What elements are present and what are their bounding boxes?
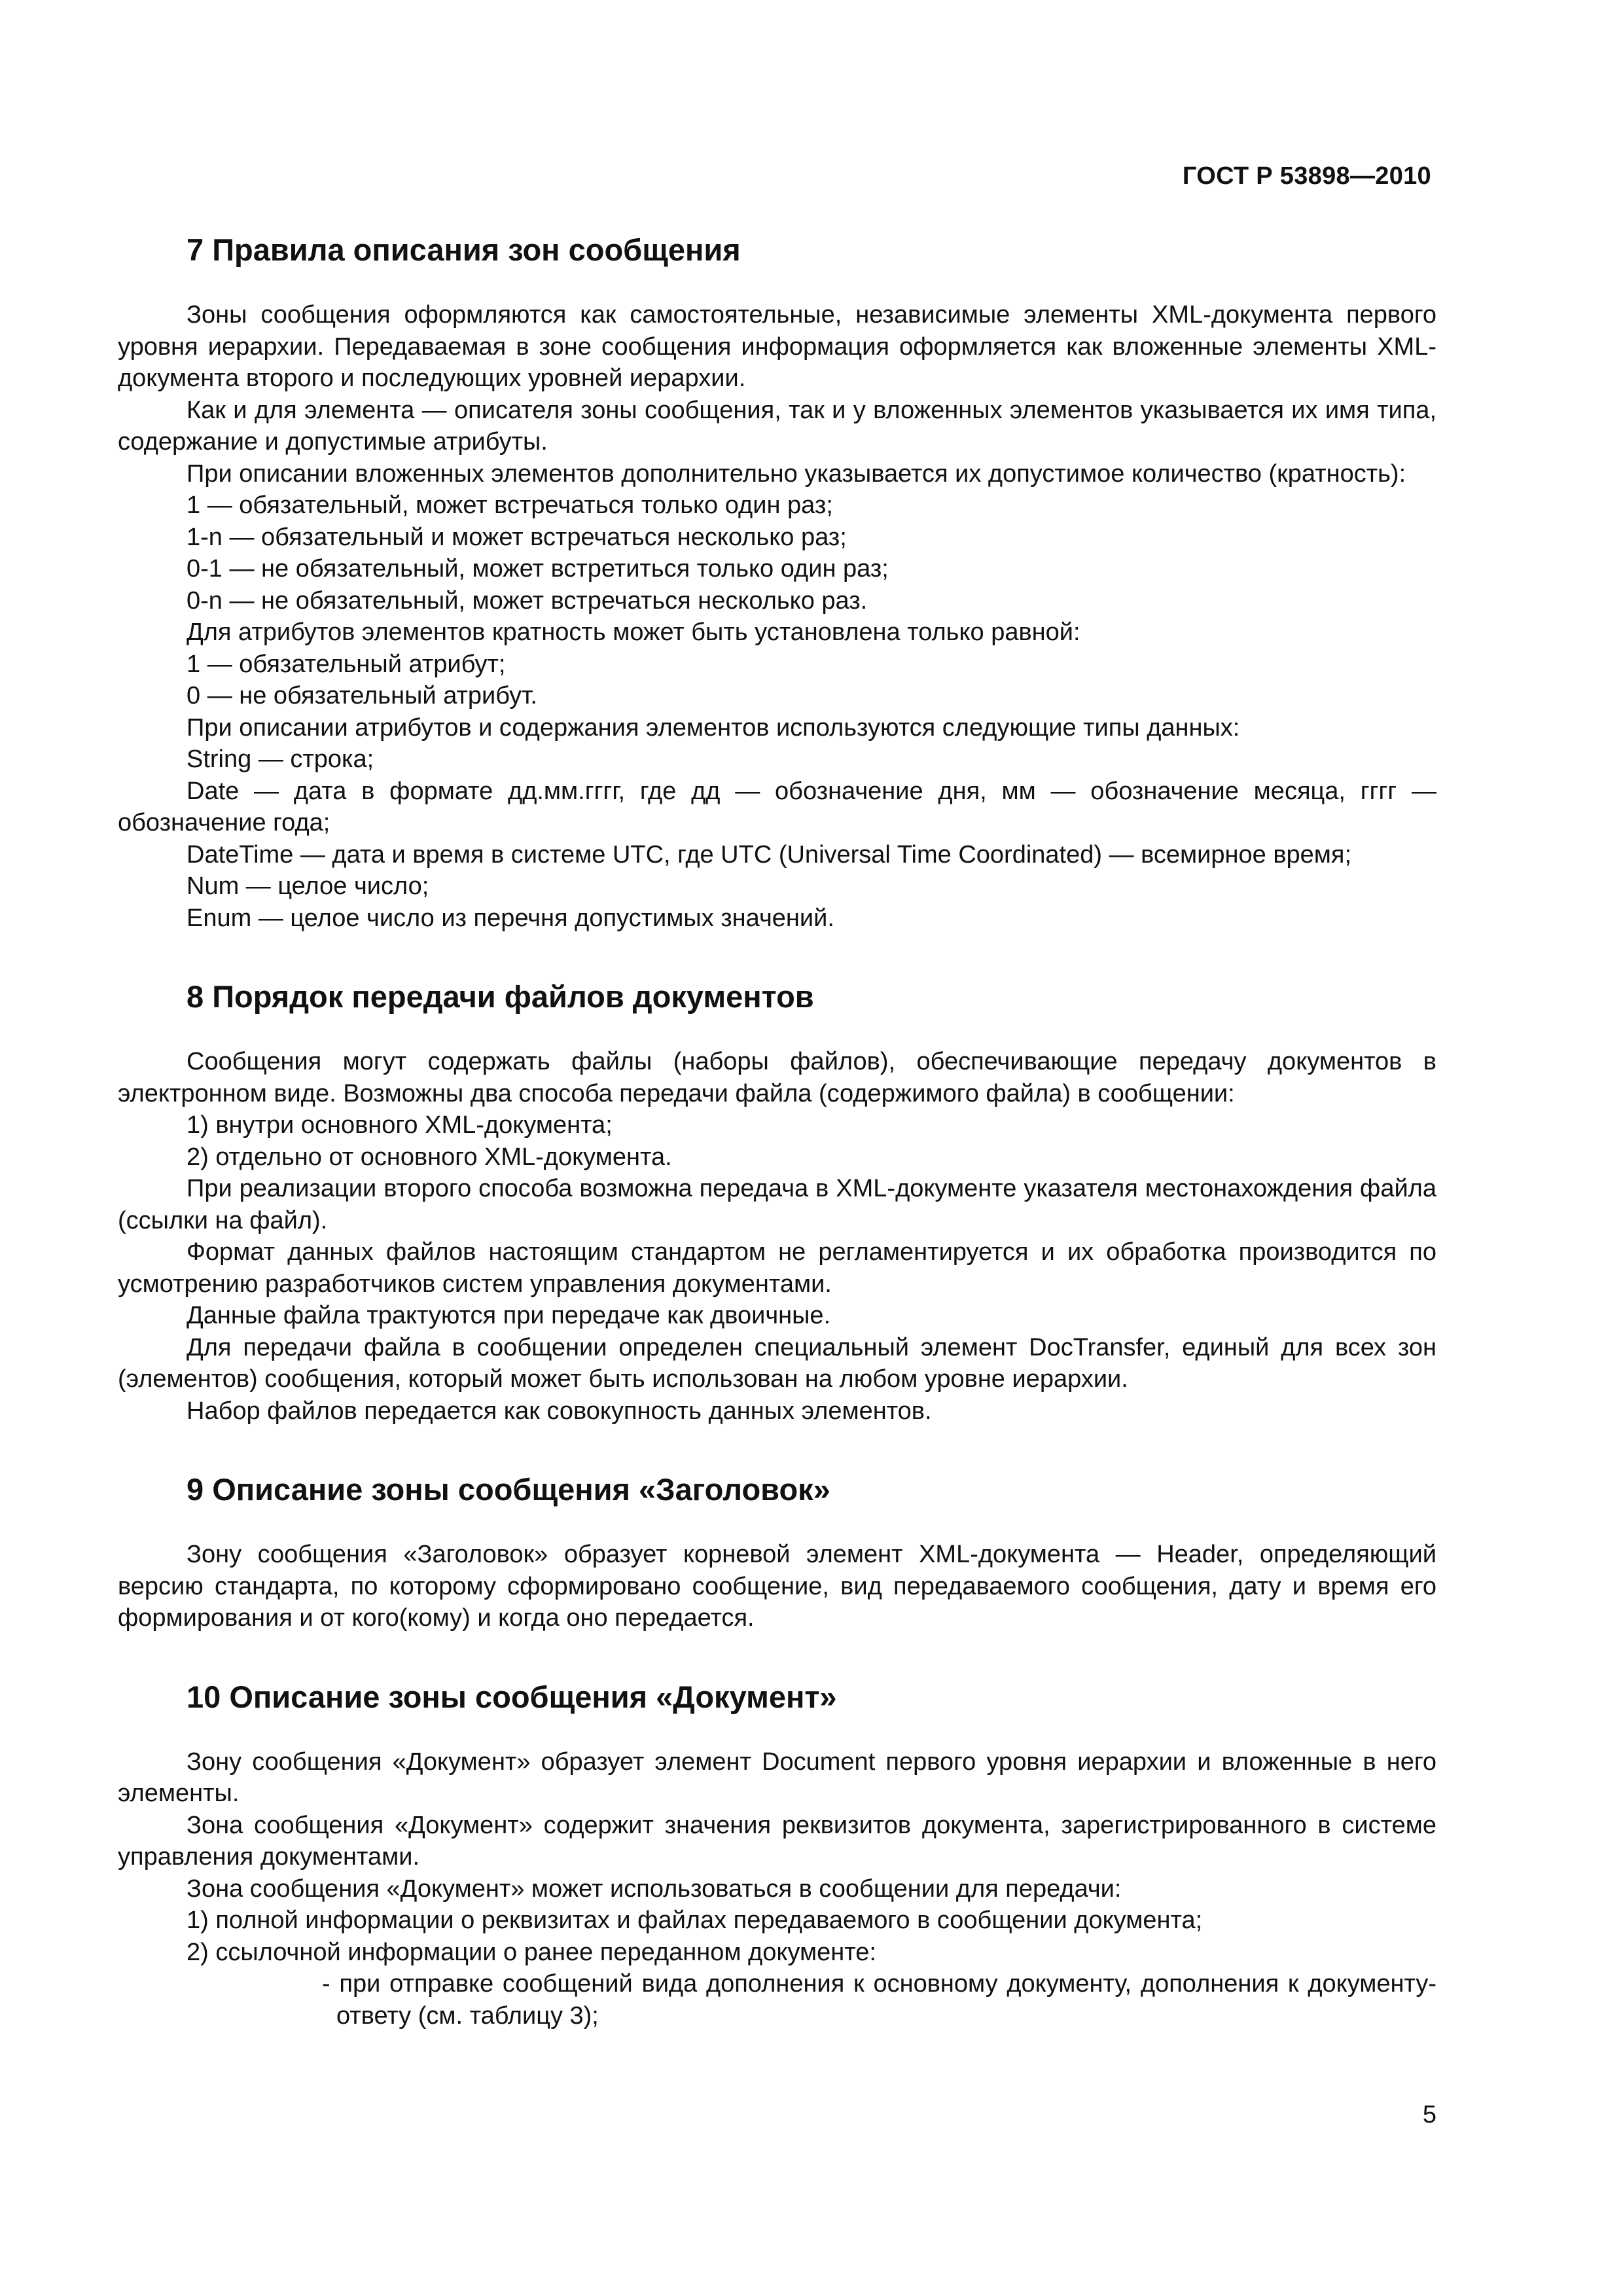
page-content (118, 230, 1436, 2032)
paragraph: Формат данных файлов настоящим стандартом не регламентируется и их обработка производится по усмотрению разработчиков систем управления документами. (118, 1238, 1436, 1298)
paragraph: При реализации второго способа возможна передача в XML-документе указателя местонахождения файла (ссылки на файл). (118, 1175, 1436, 1234)
list-item: - при отправке сообщений вида дополнения к основному документу, дополнения к документу-ответу (см. таблицу 3); (322, 1970, 1436, 2030)
list-item: Num — целое число; (187, 872, 429, 900)
list-item: 2) отдельно от основного XML-документа. (187, 1143, 672, 1171)
paragraph: При описании атрибутов и содержания элементов используются следующие типы данных: (187, 713, 1240, 742)
list-item: 0 — не обязательный атрибут. (187, 682, 537, 709)
document-id: ГОСТ Р 53898—2010 (1182, 162, 1431, 190)
list-item: 1) внутри основного XML-документа; (187, 1111, 613, 1139)
list-item: 0-1 — не обязательный, может встретиться только один раз; (187, 555, 889, 583)
section-7 (118, 230, 1436, 934)
list-item: 1-n — обязательный и может встречаться несколько раз; (187, 523, 847, 551)
paragraph: Зона сообщения «Документ» содержит значения реквизитов документа, зарегистрированного в системе управления документами. (118, 1811, 1436, 1871)
section-9 (118, 1470, 1436, 1634)
paragraph: Зону сообщения «Документ» образует элемент Document первого уровня иерархии и вложенные в него элементы. (118, 1748, 1436, 1807)
list-item: 0-n — не обязательный, может встречаться несколько раз. (187, 586, 868, 615)
section-heading: 10 Описание зоны сообщения «Документ» (187, 1679, 837, 1714)
paragraph: Для передачи файла в сообщении определен специальный элемент DocTransfer, единый для всех зон (элементов) сообщения, который может быть использован на любом уровне иерархии. (118, 1333, 1436, 1393)
list-item: 1 — обязательный атрибут; (187, 650, 506, 678)
list-item: 1 — обязательный, может встречаться только один раз; (187, 492, 833, 519)
list-item: Enum — целое число из перечня допустимых значений. (187, 904, 834, 932)
paragraph: При описании вложенных элементов дополнительно указывается их допустимое количество (кратность): (187, 459, 1406, 488)
paragraph: Зона сообщения «Документ» может использоваться в сообщении для передачи: (187, 1874, 1122, 1903)
paragraph: Данные файла трактуются при передаче как двоичные. (187, 1302, 831, 1329)
paragraph: Набор файлов передается как совокупность данных элементов. (187, 1397, 932, 1425)
paragraph: Как и для элемента — описателя зоны сообщения, так и у вложенных элементов указывается их имя типа, содержание и допустимые атрибуты. (118, 396, 1436, 456)
paragraph: Зоны сообщения оформляются как самостоятельные, независимые элементы XML-документа первого уровня иерархии. Передаваемая в зоне сообщения информация оформляется как вложенные элементы XML-документа второго и последующих уровней иерархии. (118, 301, 1436, 392)
section-8 (118, 977, 1436, 1427)
list-item: DateTime — дата и время в системе UTC, где UTC (Universal Time Coordinated) — всемирное время; (187, 840, 1352, 869)
list-item: 1) полной информации о реквизитах и файлах передаваемого в сообщении документа; (187, 1907, 1203, 1934)
list-item: 2) ссылочной информации о ранее переданном документе: (187, 1938, 876, 1966)
page-number: 5 (1422, 2101, 1436, 2128)
paragraph: Date — дата в формате дд.мм.гггг, где дд — обозначение дня, мм — обозначение месяца, гггг — обозначение года; (118, 777, 1436, 836)
section-heading: 7 Правила описания зон сообщения (187, 232, 741, 267)
section-10 (118, 1677, 1436, 2032)
paragraph: Сообщения могут содержать файлы (наборы файлов), обеспечивающие передачу документов в электронном виде. Возможны два способа передачи файла (содержимого файла) в сообщении: (118, 1048, 1436, 1107)
section-heading: 8 Порядок передачи файлов документов (187, 979, 814, 1014)
section-heading: 9 Описание зоны сообщения «Заголовок» (187, 1472, 830, 1507)
paragraph: Зону сообщения «Заголовок» образует корневой элемент XML-документа — Header, определяющий версию стандарта, по которому сформировано сообщение, вид передаваемого сообщения, дату и время его формирования и от кого(кому) и когда оно передается. (118, 1541, 1436, 1632)
list-item: String — строка; (187, 745, 374, 773)
paragraph: Для атрибутов элементов кратность может быть установлена только равной: (187, 619, 1080, 646)
